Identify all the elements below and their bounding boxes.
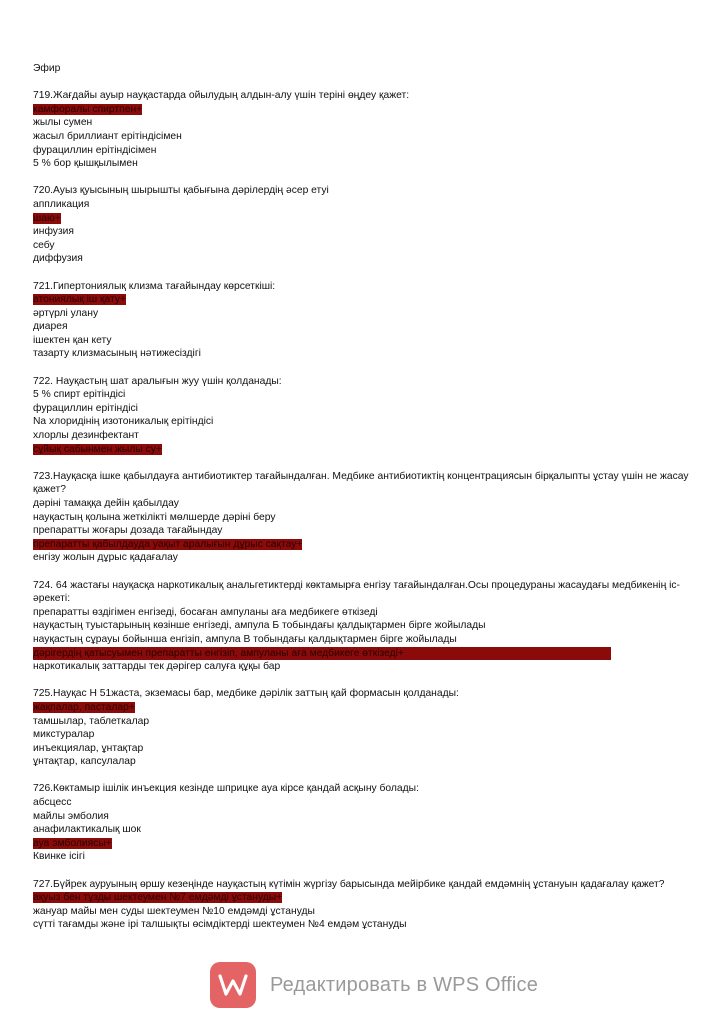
answer-text: препаратты өздігімен енгізеді, босаған ампуланы аға медбикеге өткізеді bbox=[33, 606, 378, 618]
answer-option bbox=[33, 429, 693, 443]
answer-text: микстуралар bbox=[33, 729, 95, 741]
answer-option bbox=[33, 850, 693, 864]
answer-option bbox=[33, 810, 693, 824]
question-block bbox=[33, 687, 693, 782]
answer-option bbox=[33, 347, 693, 361]
answer-text: препаратты қабылдауда уақыт аралығын дұрыс сақтау+ bbox=[33, 538, 303, 550]
answer-text: инъекциялар, ұнтақтар bbox=[33, 742, 144, 754]
question-text: 727.Бүйрек ауруының өршу кезеңінде науқастың күтімін жүргізу барысында мейірбике қандай емдәмнің ұстануын қадағалау қажет? bbox=[33, 878, 665, 890]
answer-option bbox=[33, 742, 693, 756]
wps-edit-label[interactable]: Редактировать в WPS Office bbox=[270, 973, 539, 996]
question-block bbox=[33, 89, 693, 184]
answer-option bbox=[33, 606, 693, 620]
answer-text: анафилактикалық шок bbox=[33, 824, 141, 836]
answer-option bbox=[33, 252, 693, 266]
answer-text: препаратты жоғары дозада тағайындау bbox=[33, 525, 223, 537]
question-block bbox=[33, 878, 693, 932]
answer-text: тазарту клизмасының нәтижесіздігі bbox=[33, 348, 201, 360]
answer-text: жақпалар, пасталар+ bbox=[33, 701, 135, 713]
answer-text: жасыл бриллиант ерітіндісімен bbox=[33, 130, 182, 142]
question-block bbox=[33, 579, 693, 688]
correct-answer bbox=[33, 701, 693, 715]
answer-text: жануар майы мен суды шектеумен №10 емдәмді ұстануды bbox=[33, 905, 315, 917]
answer-text: науқастың сұрауы бойынша енгізіп, ампула В тобындағы қалдықтармен бірге жойылады bbox=[33, 633, 457, 645]
answer-text: аппликация bbox=[33, 198, 90, 210]
correct-answer bbox=[33, 891, 693, 905]
answer-option bbox=[33, 116, 693, 130]
answer-text: атониялық іш қату+ bbox=[33, 294, 127, 306]
question-text: 724. 64 жастағы науқасқа наркотикалық анальгетиктерді көктамырға енгізу тағайындалған.Осы процедураны жасаудағы медбикенің іс-әрекеті: bbox=[33, 579, 680, 605]
answer-option bbox=[33, 524, 693, 538]
question-block bbox=[33, 375, 693, 470]
answer-option bbox=[33, 660, 693, 674]
question-text: 721.Гипертониялық клизма тағайындау көрсеткіші: bbox=[33, 280, 276, 292]
answer-text: абсцесс bbox=[33, 797, 72, 809]
question-list bbox=[33, 89, 693, 932]
answer-option bbox=[33, 905, 693, 919]
answer-text: инфузия bbox=[33, 226, 74, 238]
answer-option bbox=[33, 334, 693, 348]
answer-text: сүтті тағамды және ірі талшықты өсімдіктерді шектеумен №4 емдәм ұстануды bbox=[33, 919, 407, 931]
answer-text: диффузия bbox=[33, 253, 83, 265]
correct-answer bbox=[33, 647, 693, 661]
answer-text: фурациллин ерітіндісімен bbox=[33, 144, 157, 156]
answer-text: ауа эмболиясы+ bbox=[33, 837, 112, 849]
answer-text: диарея bbox=[33, 321, 68, 333]
answer-text: фурациллин ерітіндісі bbox=[33, 402, 138, 414]
answer-option bbox=[33, 511, 693, 525]
answer-text: дәрігердің қатысуымен препаратты енгізіп, ампуланы аға медбикеге өткізеді+ bbox=[33, 647, 611, 661]
answer-text: ішектен қан кету bbox=[33, 334, 112, 346]
answer-option bbox=[33, 402, 693, 416]
answer-option bbox=[33, 497, 693, 511]
answer-text: майлы эмболия bbox=[33, 810, 109, 822]
document-page bbox=[33, 62, 693, 932]
answer-option bbox=[33, 239, 693, 253]
answer-text: шаю+ bbox=[33, 212, 61, 224]
answer-text: 5 % бор қышқылымен bbox=[33, 158, 138, 170]
answer-option bbox=[33, 415, 693, 429]
answer-text: 5 % спирт ерітіндісі bbox=[33, 389, 126, 401]
correct-answer bbox=[33, 443, 693, 457]
correct-answer bbox=[33, 538, 693, 552]
answer-option bbox=[33, 225, 693, 239]
question-text: 719.Жағдайы ауыр науқастарда ойылудың алдын-алу үшін теріні өңдеу қажет: bbox=[33, 90, 410, 102]
question-text: 725.Науқас Н 51жаста, экземасы бар, медбике дәрілік заттың қай формасын қолданады: bbox=[33, 688, 459, 700]
question-text: 720.Ауыз қуысының шырышты қабығына дәрілердің әсер етуі bbox=[33, 185, 329, 197]
answer-text: дәріні тамаққа дейін қабылдау bbox=[33, 498, 179, 509]
answer-option bbox=[33, 551, 693, 565]
answer-text: сұйық сабынмен жылы су+ bbox=[33, 443, 162, 455]
question-text: 722. Науқастың шат аралығын жуу үшін қолданады: bbox=[33, 375, 282, 387]
answer-text: әртүрлі улану bbox=[33, 307, 99, 319]
answer-option bbox=[33, 157, 693, 171]
wps-edit-banner[interactable] bbox=[210, 960, 540, 1010]
question-block bbox=[33, 470, 693, 579]
answer-option bbox=[33, 918, 693, 932]
answer-text: камфоралы спиртпен+ bbox=[33, 103, 143, 115]
answer-text: наркотикалық заттарды тек дәрігер салуға құқы бар bbox=[33, 661, 281, 673]
correct-answer bbox=[33, 837, 693, 851]
answer-option bbox=[33, 388, 693, 402]
answer-option bbox=[33, 307, 693, 321]
answer-option bbox=[33, 715, 693, 729]
answer-option bbox=[33, 130, 693, 144]
question-text: 723.Науқасқа ішке қабылдауға антибиотиктер тағайындалған. Медбике антибиотиктің концентрациясын бірқалыпты ұстау үшін не жасау қажет? bbox=[33, 470, 689, 496]
answer-text: тамшылар, таблеткалар bbox=[33, 715, 150, 727]
correct-answer bbox=[33, 212, 693, 226]
wps-logo-icon[interactable] bbox=[210, 962, 256, 1008]
answer-option bbox=[33, 320, 693, 334]
answer-text: хлорлы дезинфектант bbox=[33, 430, 139, 442]
answer-option bbox=[33, 633, 693, 647]
answer-text: Квинке ісігі bbox=[33, 851, 85, 863]
answer-text: науқастың қолына жеткілікті мөлшерде дәріні беру bbox=[33, 511, 276, 523]
answer-option bbox=[33, 796, 693, 810]
answer-text: жылы сумен bbox=[33, 117, 93, 129]
answer-text: себу bbox=[33, 239, 55, 251]
answer-option bbox=[33, 144, 693, 158]
answer-text: науқастың туыстарының көзінше енгізеді, ампула Б тобындағы қалдықтармен бірге жойылады bbox=[33, 620, 486, 632]
answer-option bbox=[33, 823, 693, 837]
question-text: 726.Көктамыр ішілік инъекция кезінде шприцке ауа кірсе қандай асқыну болады: bbox=[33, 783, 419, 795]
answer-text: ақуыз бен тұзды шектеумен №7 емдәмді ұстануды+ bbox=[33, 892, 283, 904]
answer-option bbox=[33, 619, 693, 633]
question-block bbox=[33, 184, 693, 279]
correct-answer bbox=[33, 103, 693, 117]
answer-text: енгізу жолын дұрыс қадағалау bbox=[33, 552, 178, 564]
section-title: Эфир bbox=[33, 63, 61, 74]
answer-option bbox=[33, 755, 693, 769]
answer-option bbox=[33, 198, 693, 212]
answer-option bbox=[33, 728, 693, 742]
answer-text: Na хлоридінің изотоникалық ерітіндісі bbox=[33, 416, 214, 428]
correct-answer bbox=[33, 293, 693, 307]
answer-text: ұнтақтар, капсулалар bbox=[33, 756, 136, 768]
question-block bbox=[33, 280, 693, 375]
question-block bbox=[33, 782, 693, 877]
